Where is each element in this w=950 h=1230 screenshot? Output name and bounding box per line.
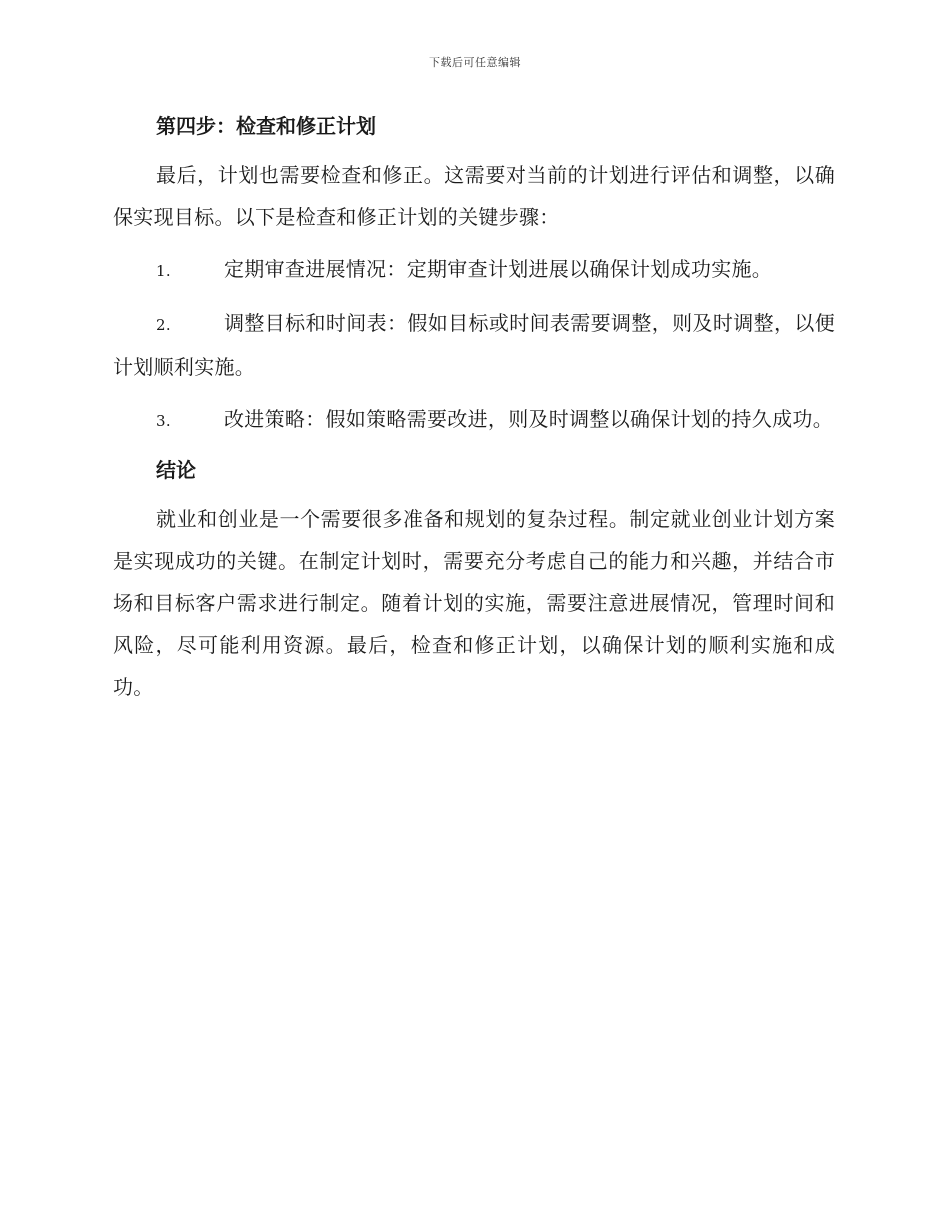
conclusion-paragraph: 就业和创业是一个需要很多准备和规划的复杂过程。制定就业创业计划方案是实现成功的关键。在制定计划时，需要充分考虑自己的能力和兴趣，并结合市场和目标客户需求进行制定。随着计划的实施，需要注意进展情况，管理时间和风险，尽可能利用资源。最后，检查和修正计划，以确保计划的顺利实施和成功。 bbox=[113, 507, 835, 699]
list-item-3 bbox=[113, 398, 835, 442]
page-header: 下载后可任意编辑 bbox=[429, 56, 521, 69]
list-item-2 bbox=[113, 302, 835, 388]
section-heading-conclusion: 结论 bbox=[156, 458, 196, 482]
list-item-text: 调整目标和时间表：假如目标或时间表需要调整，则及时调整，以便计划顺利实施。 bbox=[113, 311, 835, 379]
list-item-text: 定期审查进展情况：定期审查计划进展以确保计划成功实施。 bbox=[224, 257, 773, 281]
section-heading-step4: 第四步：检查和修正计划 bbox=[156, 114, 376, 138]
list-item-1 bbox=[113, 248, 835, 292]
list-number: 1. bbox=[156, 262, 171, 280]
document-body bbox=[113, 108, 835, 718]
list-number: 2. bbox=[156, 316, 171, 334]
section-intro-paragraph: 最后，计划也需要检查和修正。这需要对当前的计划进行评估和调整，以确保实现目标。以下是检查和修正计划的关键步骤： bbox=[113, 163, 835, 229]
list-number: 3. bbox=[156, 412, 171, 430]
list-item-text: 改进策略：假如策略需要改进，则及时调整以确保计划的持久成功。 bbox=[224, 407, 833, 431]
